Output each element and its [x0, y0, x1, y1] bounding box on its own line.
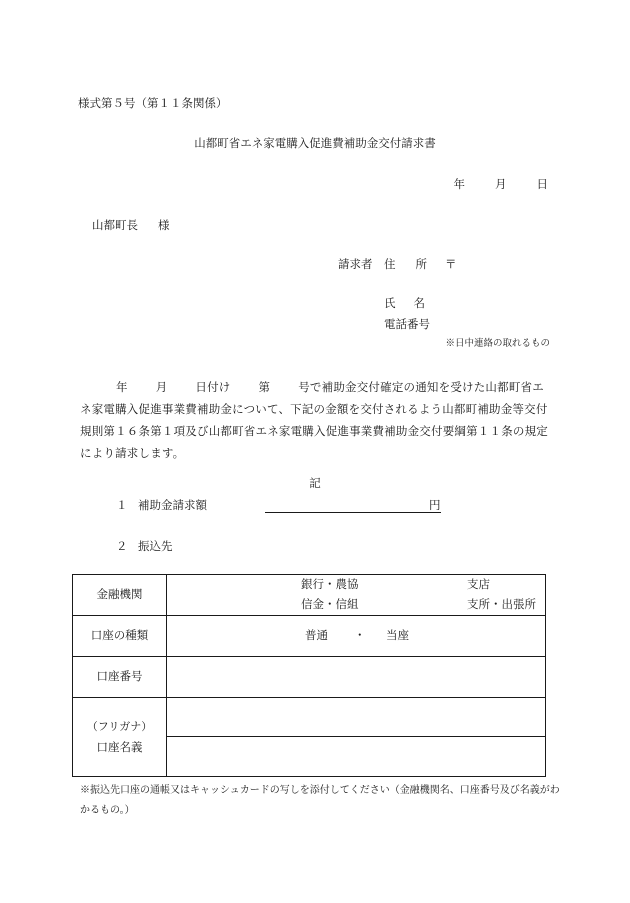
- address-label: [384, 258, 427, 272]
- table-divider: [73, 615, 545, 616]
- item2-label: 振込先: [138, 539, 173, 553]
- item2-number: ２: [116, 539, 128, 553]
- address-label-b: 所: [415, 257, 427, 271]
- account-number-label: 口座番号: [96, 669, 143, 683]
- item1-label: 補助金請求額: [138, 498, 207, 512]
- postal-mark: 〒: [445, 257, 457, 271]
- institution-label: 金融機関: [96, 587, 143, 601]
- ordinary-option[interactable]: 普通: [305, 628, 328, 642]
- furigana-field[interactable]: [167, 698, 546, 736]
- account-name-field[interactable]: [167, 737, 546, 776]
- shinkin-option[interactable]: 信金・信組: [301, 597, 359, 611]
- date-year: 年: [453, 177, 465, 191]
- date-day: 日: [536, 177, 548, 191]
- branch-option[interactable]: 支店: [467, 577, 490, 591]
- body-month: 月: [155, 380, 168, 394]
- account-name-label: 口座名義: [96, 740, 143, 754]
- item1-number: １: [116, 498, 128, 512]
- name-label: [384, 297, 425, 311]
- body-year: 年: [116, 380, 128, 394]
- name-label-b: 名: [413, 296, 425, 310]
- address-label-a: 住: [384, 257, 396, 271]
- amount-input-line[interactable]: [265, 497, 441, 513]
- bank-option[interactable]: 銀行・農協: [301, 577, 359, 591]
- date-month: 月: [495, 177, 507, 191]
- addressee-honorific: 様: [158, 218, 170, 232]
- current-option[interactable]: 当座: [386, 628, 409, 642]
- bank-account-table: [72, 574, 546, 777]
- name-label-a: 氏: [384, 296, 396, 310]
- body-dai: 第: [258, 380, 271, 394]
- addressee-name: 山都町長: [92, 218, 138, 232]
- body-dated: 日付け: [195, 380, 231, 394]
- date-line: [454, 178, 549, 192]
- ki-heading: 記: [309, 476, 321, 490]
- applicant-label: 請求者: [338, 257, 373, 271]
- yen-unit: 円: [429, 498, 441, 512]
- document-title: 山都町省エネ家電購入促進費補助金交付請求書: [194, 136, 436, 150]
- addressee: [92, 219, 170, 233]
- account-type-label: 口座の種類: [90, 628, 149, 642]
- request-paragraph: [80, 376, 550, 464]
- attachment-footnote: ※振込先口座の通帳又はキャッシュカードの写しを添付してください（金融機関名、口座番号及び名義がわかるもの。）: [80, 785, 560, 816]
- account-number-field[interactable]: [167, 657, 546, 697]
- furigana-label: （フリガナ）: [86, 720, 153, 733]
- phone-label: 電話番号: [384, 317, 430, 331]
- separator-dot: ・: [354, 628, 366, 642]
- branch-office-option[interactable]: 支所・出張所: [467, 597, 536, 611]
- body-text: 号で補助金交付確定の通知を受けた山都町省エネ家電購入促進事業費補助金について、下記の金額を交付されるよう山都町補助金等交付規則第１６条第１項及び山都町省エネ家電購入促進事業費補助金交付要綱第１１条の規定により請求します。: [80, 380, 548, 460]
- form-number: 様式第５号（第１１条関係）: [78, 96, 228, 110]
- contact-note: ※日中連絡の取れるもの: [445, 338, 550, 349]
